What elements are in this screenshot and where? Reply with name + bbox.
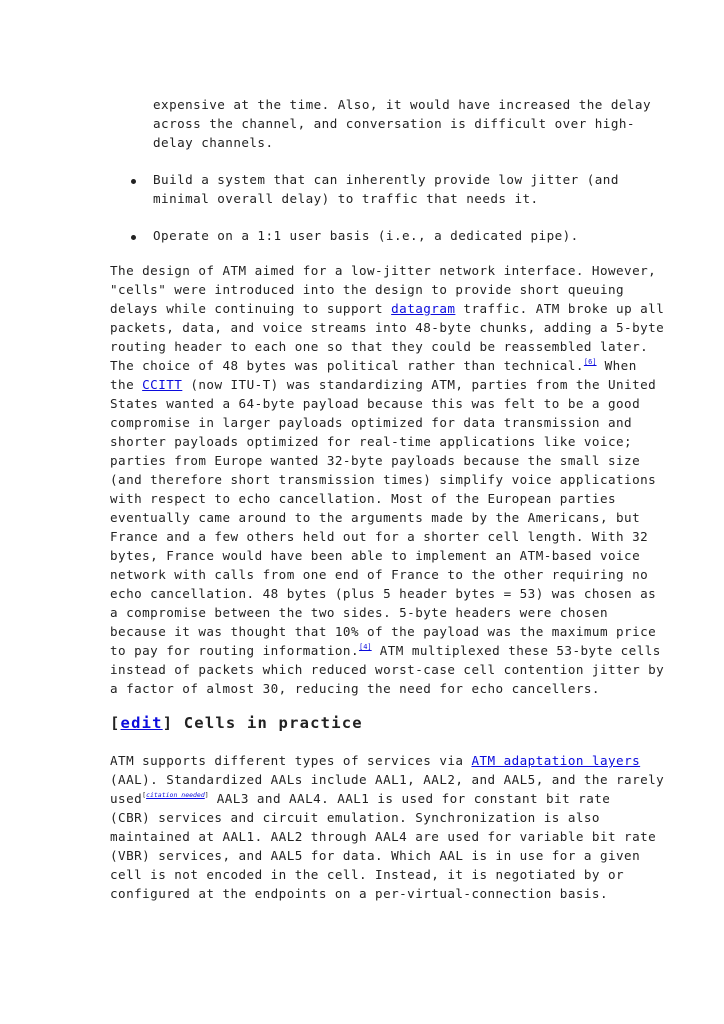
paragraph-line <box>110 375 656 394</box>
text-run: (now ITU-T) was standardizing ATM, parties from the United <box>182 377 657 392</box>
reference-6-link[interactable]: [6] <box>583 358 597 366</box>
paragraph-line: with respect to echo cancellation. Most of the European parties <box>110 491 617 506</box>
list-item: minimal overall delay) to traffic that needs it. <box>153 191 539 206</box>
paragraph-line: because it was thought that 10% of the payload was the maximum price <box>110 624 657 639</box>
section-title: Cells in practice <box>173 714 363 732</box>
bullet-continuation-line: delay channels. <box>153 135 274 150</box>
bullet-dot-icon <box>131 179 136 184</box>
section-heading <box>110 710 363 736</box>
ccitt-link[interactable]: CCITT <box>142 377 183 392</box>
paragraph-line: parties from Europe wanted 32-byte payloads because the small size <box>110 453 641 468</box>
paragraph-line: "cells" were introduced into the design to provide short queuing <box>110 282 625 297</box>
paragraph-line: France and a few others held out for a shorter cell length. With 32 <box>110 529 649 544</box>
text-run: The choice of 48 bytes was political rather than technical. <box>110 358 584 373</box>
paragraph-line: The design of ATM aimed for a low-jitter network interface. However, <box>110 263 657 278</box>
paragraph-line: a factor of almost 30, reducing the need for echo cancellers. <box>110 681 600 696</box>
paragraph-line: maintained at AAL1. AAL2 through AAL4 are used for variable bit rate <box>110 829 657 844</box>
list-item: Build a system that can inherently provide low jitter (and <box>153 172 619 187</box>
paragraph-line: (VBR) services, and AAL5 for data. Which AAL is in use for a given <box>110 848 641 863</box>
paragraph-line: packets, data, and voice streams into 48-byte chunks, adding a 5-byte <box>110 320 665 335</box>
bullet-continuation-line: expensive at the time. Also, it would have increased the delay <box>153 97 651 112</box>
reference-4-link[interactable]: [4] <box>359 643 372 651</box>
text-run: ATM supports different types of services via <box>110 753 472 768</box>
bullet-continuation-line: across the channel, and conversation is difficult over high- <box>153 116 635 131</box>
paragraph-line: States wanted a 64-byte payload because this was felt to be a good <box>110 396 641 411</box>
text-run: to pay for routing information. <box>110 643 359 658</box>
text-run: traffic. ATM broke up all <box>455 301 665 316</box>
paragraph-line <box>110 751 640 770</box>
citation-needed-link[interactable]: citation needed <box>146 791 205 799</box>
paragraph-line: (and therefore short transmission times) simplify voice applications <box>110 472 657 487</box>
paragraph-line: a compromise between the two sides. 5-byte headers were chosen <box>110 605 608 620</box>
paragraph-line: echo cancellation. 48 bytes (plus 5 header bytes = 53) was chosen as <box>110 586 657 601</box>
paragraph-line: bytes, France would have been able to implement an ATM-based voice <box>110 548 641 563</box>
paragraph-line <box>110 789 610 808</box>
paragraph-line: configured at the endpoints on a per-virtual-connection basis. <box>110 886 608 901</box>
bracket: [ <box>110 714 121 732</box>
paragraph-line: instead of packets which reduced worst-case cell contention jitter by <box>110 662 665 677</box>
paragraph-line <box>110 299 664 318</box>
bullet-dot-icon <box>131 235 136 240</box>
bracket: ] <box>204 791 209 799</box>
paragraph-line: shorter payloads optimized for real-time applications like voice; <box>110 434 633 449</box>
text-run: AAL3 and AAL4. AAL1 is used for constant bit rate <box>208 791 611 806</box>
text-run: the <box>110 377 143 392</box>
text-run: used <box>110 791 143 806</box>
atm-adaptation-layers-link[interactable]: ATM adaptation layers <box>471 753 641 768</box>
bracket: ] <box>162 714 174 732</box>
text-run: delays while continuing to support <box>110 301 392 316</box>
text-run: ATM multiplexed these 53-byte cells <box>371 643 661 658</box>
bracket: [ <box>142 791 147 799</box>
list-item: Operate on a 1:1 user basis (i.e., a dedicated pipe). <box>153 228 579 243</box>
paragraph-line: network with calls from one end of France to the other requiring no <box>110 567 649 582</box>
paragraph-line <box>110 356 637 375</box>
paragraph-line: (AAL). Standardized AALs include AAL1, AAL2, and AAL5, and the rarely <box>110 772 665 787</box>
text-run: When <box>596 358 637 373</box>
paragraph-line: cell is not encoded in the cell. Instead, it is negotiated by or <box>110 867 625 882</box>
paragraph-line: routing header to each one so that they could be reassembled later. <box>110 339 649 354</box>
paragraph-line <box>110 641 661 660</box>
datagram-link[interactable]: datagram <box>391 301 456 316</box>
paragraph-line: compromise in larger payloads optimized for data transmission and <box>110 415 633 430</box>
paragraph-line: eventually came around to the arguments made by the Americans, but <box>110 510 641 525</box>
paragraph-line: (CBR) services and circuit emulation. Synchronization is also <box>110 810 600 825</box>
edit-section-link[interactable]: edit <box>120 714 163 732</box>
